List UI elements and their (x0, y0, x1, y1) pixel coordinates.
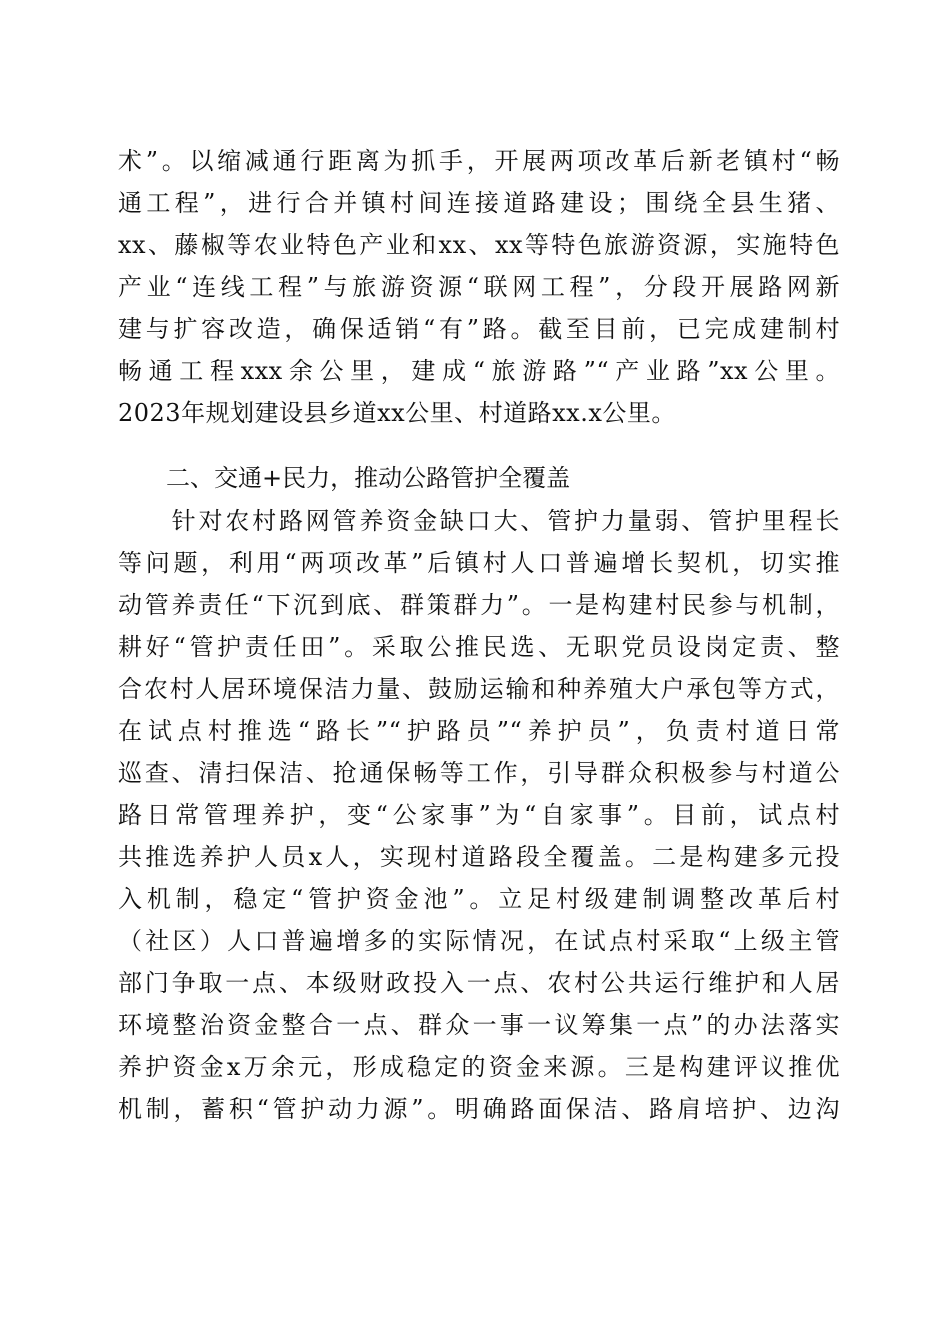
paragraph-1-line: 产业“连线工程”与旅游资源“联网工程”，分段开展路网新 (118, 273, 840, 301)
paragraph-2-line: 合农村人居环境保洁力量、鼓励运输和种养殖大户承包等方式， (118, 675, 840, 703)
paragraph-2-line: 部门争取一点、本级财政投入一点、农村公共运行维护和人居 (118, 969, 840, 997)
paragraph-1-line: xx、藤椒等农业特色产业和xx、xx等特色旅游资源，实施特色 (118, 231, 840, 259)
paragraph-2-line: 在试点村推选“路长”“护路员”“养护员”，负责村道日常 (118, 717, 840, 745)
paragraph-2-line: 动管养责任“下沉到底、群策群力”。一是构建村民参与机制， (118, 591, 840, 619)
paragraph-2-line: 环境整治资金整合一点、群众一事一议筹集一点”的办法落实 (118, 1011, 840, 1039)
paragraph-2-line: 共推选养护人员x人，实现村道路段全覆盖。二是构建多元投 (118, 843, 840, 871)
paragraph-1-line: 畅通工程xxx余公里，建成“旅游路”“产业路”xx公里。 (118, 357, 840, 385)
paragraph-2-line: 路日常管理养护，变“公家事”为“自家事”。目前，试点村 (118, 801, 840, 829)
paragraph-2-line: 针对农村路网管养资金缺口大、管护力量弱、管护里程长 (118, 507, 840, 535)
paragraph-1 (118, 140, 840, 434)
paragraph-2-line: 养护资金x万余元，形成稳定的资金来源。三是构建评议推优 (118, 1053, 840, 1081)
paragraph-1-line: 通工程”，进行合并镇村间连接道路建设；围绕全县生猪、 (118, 189, 840, 217)
paragraph-2-line: 入机制，稳定“管护资金池”。立足村级建制调整改革后村 (118, 885, 840, 913)
paragraph-2-line: 巡查、清扫保洁、抢通保畅等工作，引导群众积极参与村道公 (118, 759, 840, 787)
paragraph-1-line: 术”。以缩减通行距离为抓手，开展两项改革后新老镇村“畅 (118, 147, 840, 175)
paragraph-2 (118, 500, 840, 1130)
section-heading: 二、交通+民力，推动公路管护全覆盖 (166, 464, 571, 492)
paragraph-2-line: 机制，蓄积“管护动力源”。明确路面保洁、路肩培护、边沟 (118, 1095, 840, 1123)
paragraph-1-line: 2023年规划建设县乡道xx公里、村道路xx.x公里。 (118, 399, 676, 427)
paragraph-1-line: 建与扩容改造，确保适销“有”路。截至目前，已完成建制村 (118, 315, 840, 343)
paragraph-2-line: 等问题，利用“两项改革”后镇村人口普遍增长契机，切实推 (118, 549, 840, 577)
paragraph-2-line: 耕好“管护责任田”。采取公推民选、无职党员设岗定责、整 (118, 633, 840, 661)
paragraph-2-line: （社区）人口普遍增多的实际情况，在试点村采取“上级主管 (118, 927, 840, 955)
